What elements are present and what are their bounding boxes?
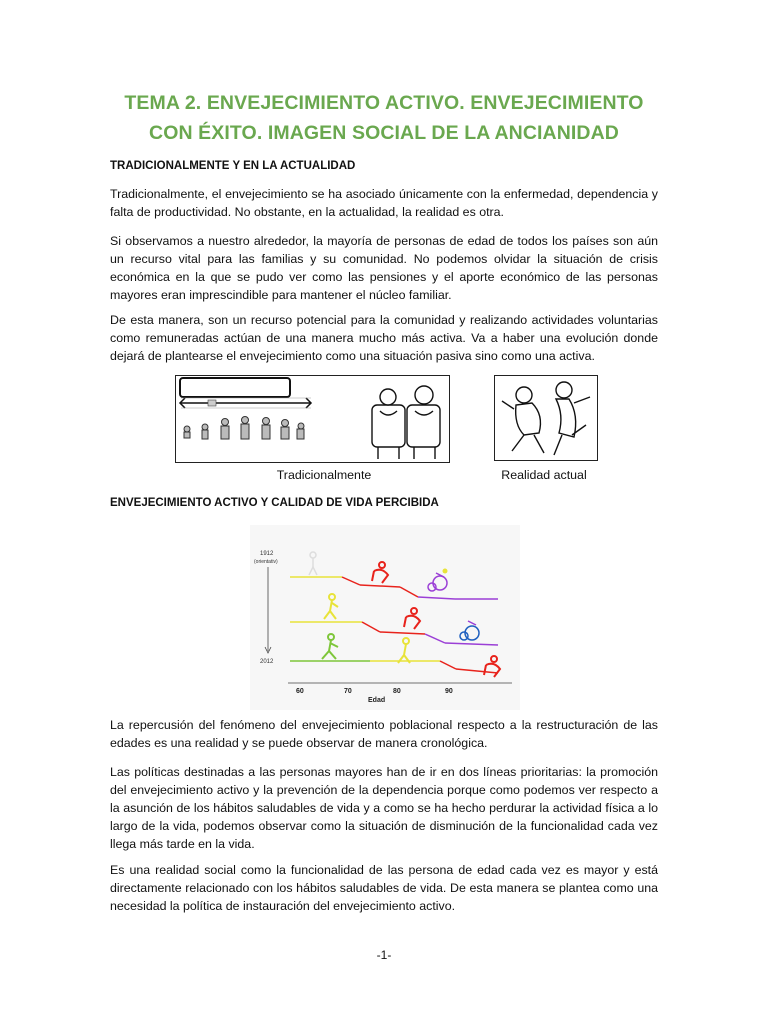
traditional-aging-illustration — [175, 375, 450, 463]
paragraph-6: Es una realidad social como la funcionalidad de las persona de edad cada vez es mayor y está directamente relacionado con los hábitos saludables de vida. De esta manera se plantea como una necesidad la política de instauración del envejecimiento activo. — [110, 863, 658, 913]
paragraph-2: Si observamos a nuestro alrededor, la mayoría de personas de edad de todos los países son aún un recurso vital para las familias y su comunidad. No podemos olvidar la situación de crisis económica en la que se pudo ver como las pensiones y el aporte económico de las personas mayores eran imprescindible para mantener el núcleo familiar. — [110, 234, 658, 302]
paragraph-3: De esta manera, son un recurso potencial para la comunidad y realizando actividades voluntarias como remuneradas actúan de una manera mucho más activa. Va a haber una evolución donde dejará de plantearse el envejecimiento como una situación pasiva sino como una activa. — [110, 313, 658, 363]
label-1912: 1912 — [260, 551, 274, 557]
paragraph-5: Las políticas destinadas a las personas mayores han de ir en dos líneas prioritarias: la promoción del envejecimiento activo y la prevención de la dependencia porque como podemos ver respecto a la asunción de los hábitos saludables de vida y a como se ha hecho perdurar la actividad física a lo largo de la vida, podemos observar como la situación de disminución de la funcionalidad cada vez llega más tarde en la vida. — [110, 765, 658, 851]
x-tick-60: 60 — [296, 688, 304, 695]
x-axis-label: Edad — [368, 697, 386, 704]
section-heading-envejecimiento-activo: ENVEJECIMIENTO ACTIVO Y CALIDAD DE VIDA PERCIBIDA — [110, 497, 439, 509]
label-2012: 2012 — [260, 659, 274, 665]
active-aging-illustration — [494, 375, 598, 461]
x-tick-90: 90 — [445, 688, 453, 695]
paragraph-1: Tradicionalmente, el envejecimiento se ha asociado únicamente con la enfermedad, dependencia y falta de productividad. No obstante, en la actualidad, la realidad es otra. — [110, 187, 658, 219]
aging-timeline-diagram — [250, 525, 520, 710]
document-title: TEMA 2. ENVEJECIMIENTO ACTIVO. ENVEJECIMIENTO CON ÉXITO. IMAGEN SOCIAL DE LA ANCIANIDAD — [124, 92, 644, 144]
paragraph-4: La repercusión del fenómeno del envejecimiento poblacional respecto a la restructuración de las edades es una realidad y se puede observar de manera cronológica. — [110, 718, 658, 750]
section-heading-tradicionalmente: TRADICIONALMENTE Y EN LA ACTUALIDAD — [110, 160, 356, 172]
x-tick-70: 70 — [344, 688, 352, 695]
x-tick-80: 80 — [393, 688, 401, 695]
page-number: -1- — [376, 948, 392, 962]
label-orientativ: (orientativ) — [254, 559, 278, 565]
caption-realidad-actual: Realidad actual — [501, 468, 587, 482]
caption-tradicionalmente: Tradicionalmente — [276, 468, 372, 482]
